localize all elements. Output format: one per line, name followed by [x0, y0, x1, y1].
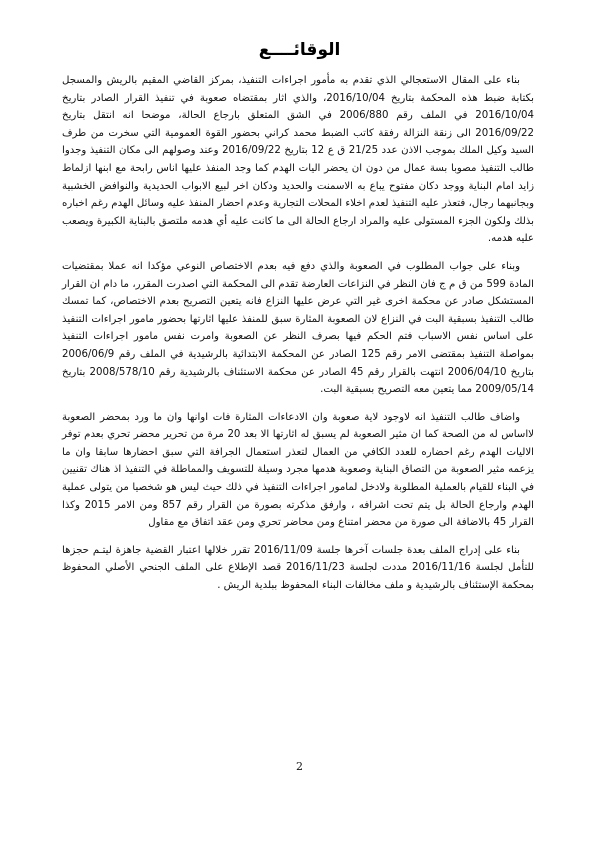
paragraph-respondent-reply: وبناء على جواب المطلوب في الصعوبة والذي دفع فيه بعدم الاختصاص النوعي مؤكدا انه عملا بمقتضيات المادة 599 من ق م ج فان النظر في النزاعات العارضة تقدم الى المحكمة التي اصدرت المقرر، ما دام ان القرار المستشكل صادر عن محكمة اخرى غير التي عرض عليها النزاع فانه يتعين التصريح بعدم الاختصاص، كما تمسك طالب التنفيذ بسبقية البت في النزاع لان الصعوبة المثارة سبق للمنفذ عليها اثارتها بحضور مامور اجراءات التنفيذ على اساس نفس الاسباب فتم الحكم فيها بصرف النظر عن الصعوبة وامرت نفس مامور اجراءات التنفيذ بمواصلة التنفيذ بمقتضى الامر رقم 125 الصادر عن المحكمة الابتدائية بالرشيدية في الملف رقم 2006/06/9 بتاريخ 2006/04/10 انتهت بالقرار رقم 45 الصادر عن محكمة الاستئناف بالرشيدية رقم 2008/578/10 بتاريخ 2009/05/14 مما يتعين معه التصريح بسبقية البت.: [62, 260, 534, 396]
page-number: 2: [296, 760, 303, 773]
paragraph-facts-intro: بناء على المقال الاستعجالي الذي تقدم به مأمور اجراءات التنفيذ، بمركز القاضي المقيم بالريش والمسجل بكتابة ضبط هذه المحكمة بتاريخ 2016/10/04، والذي اثار بمقتضاه صعوبة في تنفيذ القرار الصادر بتاريخ 2016/10/04 في الملف رقم 2006/880 في الشق المتعلق بارجاع الحالة، موضحا انه انتقل بتاريخ 2016/09/22 الى زنقة النزالة رفقة كاتب الضبط محمد كراني بحضور القوة العمومية التي سخرت من طرف السيد وكيل الملك بموجب الاذن عدد 21/25 ق ع 12 بتاريخ 2016/09/22 وعند وصولهم الى مكان التنفيذ وجدوا طالب التنفيذ مصوبا بسة عمال من دون ان يحضر اليات الهدم كما وجد المنفذ عليها اناس رابحة مع ابنها ازلماط زايد امام البناية ووجد دكان مفتوح يباع به الاسمنت والحديد ودكان اخر لبيع الابواب الحديدية والنوافض الخشبية وبجانبهما رجال، فتعذر عليه التنفيذ لعدم اخلاء المحلات التجارية وعدم احضار المنفذ عليه وسائل الهدم رغم اخباره بذلك ولكون الجزء المستولى عليه والمراد ارجاع الحالة الى ما كانت عليه أي هدمه ملتصق بالبناية الكبيرة ويصعب عليه هدمه.: [62, 75, 534, 245]
paragraph-applicant-addition: واضاف طالب التنفيذ انه لاوجود لاية صعوبة وان الادعاءات المثارة فات اوانها وان ما ورد بمحضر الصعوبة لااساس له من الصحة كما ان مثير الصعوبة لم يسبق له اثارتها الا بعد 20 مرة من تحرير محضر تحري بعدم توفر الاليات الهدم رغم احضاره للعدد الكافي من العمال لتعذر استعمال الجرافة التي سبق احضارها سابقا وان ما يزعمه مثير الصعوبة من التصاق البناية وصعوبة هدمها مجرد وسيلة للتسويف والمماطلة في التنفيذ اذ هناك تقنيين في البناء للقيام بالعملية المطلوبة ولادخل لمامور اجراءات التنفيذ في ذلك حيث ليس هو شخصيا من يتولى عملية الهدم وارجاع الحالة بل يتم تحت اشرافه ، وارفق مذكرته بصورة من القرار رقم 857 ومن الامر 2015 وكذا القرار 45 بالاضافة الى صورة من محضر امتناع ومن محاضر تحري ومن عقد اتفاق مع مقاول: [62, 411, 534, 529]
page-title: الوقائــــع: [258, 40, 341, 60]
document-body: [62, 72, 534, 605]
paragraph-hearings: بناء على إدراج الملف بعدة جلسات آخرها جلسة 2016/11/09 تقرر خلالها اعتبار القضية جاهزة ليتـم حجزها للتأمل لجلسة 2016/11/16 مددت لجلسة 2016/11/23 قصد الإطلاع على الملف الجنحي الأصلي المحفوظ بمحكمة الإستئناف بالرشيدية و ملف مخالفات البناء المحفوظ ببلدية الريش .: [62, 544, 534, 592]
